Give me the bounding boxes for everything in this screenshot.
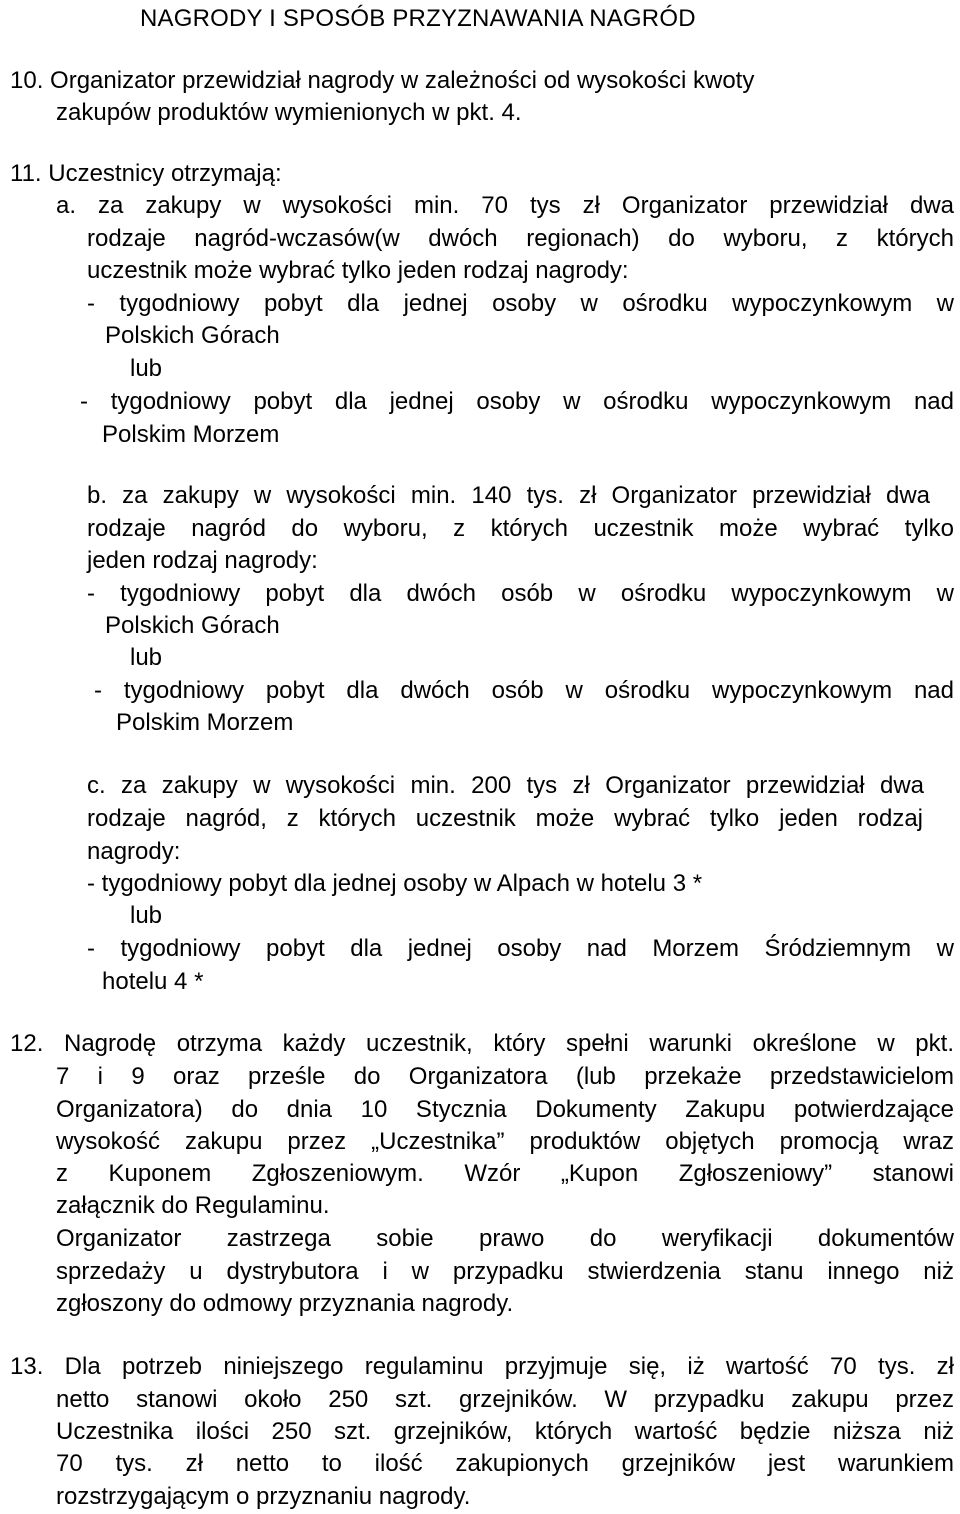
item-c-option-2: - tygodniowy pobyt dla jednej osoby nad Morzem Śródziemnym w	[87, 935, 954, 962]
item-a-line-1: a. za zakupy w wysokości min. 70 tys zł Organizator przewidział dwa	[56, 192, 954, 219]
item-c-line-3: nagrody:	[87, 838, 181, 865]
section-13-line-2: netto stanowi około 250 szt. grzejników. W przypadku zakupu przez	[56, 1386, 954, 1413]
item-c-line-2: rodzaje nagród, z których uczestnik może wybrać tylko jeden rodzaj	[87, 805, 923, 832]
item-b-line-3: jeden rodzaj nagrody:	[87, 547, 318, 574]
section-12-line-8: sprzedaży u dystrybutora i w przypadku stwierdzenia stanu innego niż	[56, 1258, 954, 1285]
item-b-option-1-cont: Polskich Górach	[105, 612, 280, 639]
item-b-option-2: - tygodniowy pobyt dla dwóch osób w ośrodku wypoczynkowym nad	[94, 677, 954, 704]
item-b-line-1: b. za zakupy w wysokości min. 140 tys. zł Organizator przewidział dwa	[87, 482, 930, 509]
page-title: NAGRODY I SPOSÓB PRZYZNAWANIA NAGRÓD	[140, 5, 696, 32]
item-a-or: lub	[130, 355, 163, 382]
section-13-line-5: rozstrzygającym o przyznaniu nagrody.	[56, 1483, 471, 1510]
section-13-line-1: 13. Dla potrzeb niniejszego regulaminu przyjmuje się, iż wartość 70 tys. zł	[10, 1353, 954, 1380]
item-b-option-2-cont: Polskim Morzem	[116, 709, 294, 736]
item-a-option-1-cont: Polskich Górach	[105, 322, 280, 349]
item-b-line-2: rodzaje nagród do wyboru, z których uczestnik może wybrać tylko	[87, 515, 954, 542]
section-12-line-5: z Kuponem Zgłoszeniowym. Wzór „Kupon Zgłoszeniowy” stanowi	[56, 1160, 954, 1187]
item-c-or: lub	[130, 902, 163, 929]
section-13-line-3: Uczestnika ilości 250 szt. grzejników, których wartość będzie niższa niż	[56, 1418, 954, 1445]
item-a-line-3: uczestnik może wybrać tylko jeden rodzaj nagrody:	[87, 257, 629, 284]
item-c-line-1: c. za zakupy w wysokości min. 200 tys zł Organizator przewidział dwa	[87, 772, 924, 799]
section-10-line-1: 10. Organizator przewidział nagrody w zależności od wysokości kwoty	[10, 67, 755, 94]
section-13-line-4: 70 tys. zł netto to ilość zakupionych grzejników jest warunkiem	[56, 1450, 954, 1477]
item-c-option-2-cont: hotelu 4 *	[102, 968, 204, 995]
item-a-option-1: - tygodniowy pobyt dla jednej osoby w ośrodku wypoczynkowym w	[87, 290, 954, 317]
section-12-line-9: zgłoszony do odmowy przyznania nagrody.	[56, 1290, 514, 1317]
section-12-line-1: 12. Nagrodę otrzyma każdy uczestnik, który spełni warunki określone w pkt.	[10, 1030, 954, 1057]
item-a-option-2-cont: Polskim Morzem	[102, 421, 280, 448]
section-12-line-4: wysokość zakupu przez „Uczestnika” produktów objętych promocją wraz	[56, 1128, 954, 1155]
item-b-option-1: - tygodniowy pobyt dla dwóch osób w ośrodku wypoczynkowym w	[87, 580, 954, 607]
item-b-or: lub	[130, 644, 163, 671]
section-12-line-6: załącznik do Regulaminu.	[56, 1192, 330, 1219]
section-12-line-3: Organizatora) do dnia 10 Stycznia Dokumenty Zakupu potwierdzające	[56, 1096, 954, 1123]
section-12-line-7: Organizator zastrzega sobie prawo do weryfikacji dokumentów	[56, 1225, 954, 1252]
section-11-heading: 11. Uczestnicy otrzymają:	[10, 160, 282, 187]
item-c-option-1: - tygodniowy pobyt dla jednej osoby w Alpach w hotelu 3 *	[87, 870, 703, 897]
section-12-line-2: 7 i 9 oraz prześle do Organizatora (lub przekaże przedstawicielom	[56, 1063, 954, 1090]
item-a-line-2: rodzaje nagród-wczasów(w dwóch regionach) do wyboru, z których	[87, 225, 954, 252]
item-a-option-2: - tygodniowy pobyt dla jednej osoby w ośrodku wypoczynkowym nad	[80, 388, 954, 415]
section-10-line-2: zakupów produktów wymienionych w pkt. 4.	[56, 99, 522, 126]
